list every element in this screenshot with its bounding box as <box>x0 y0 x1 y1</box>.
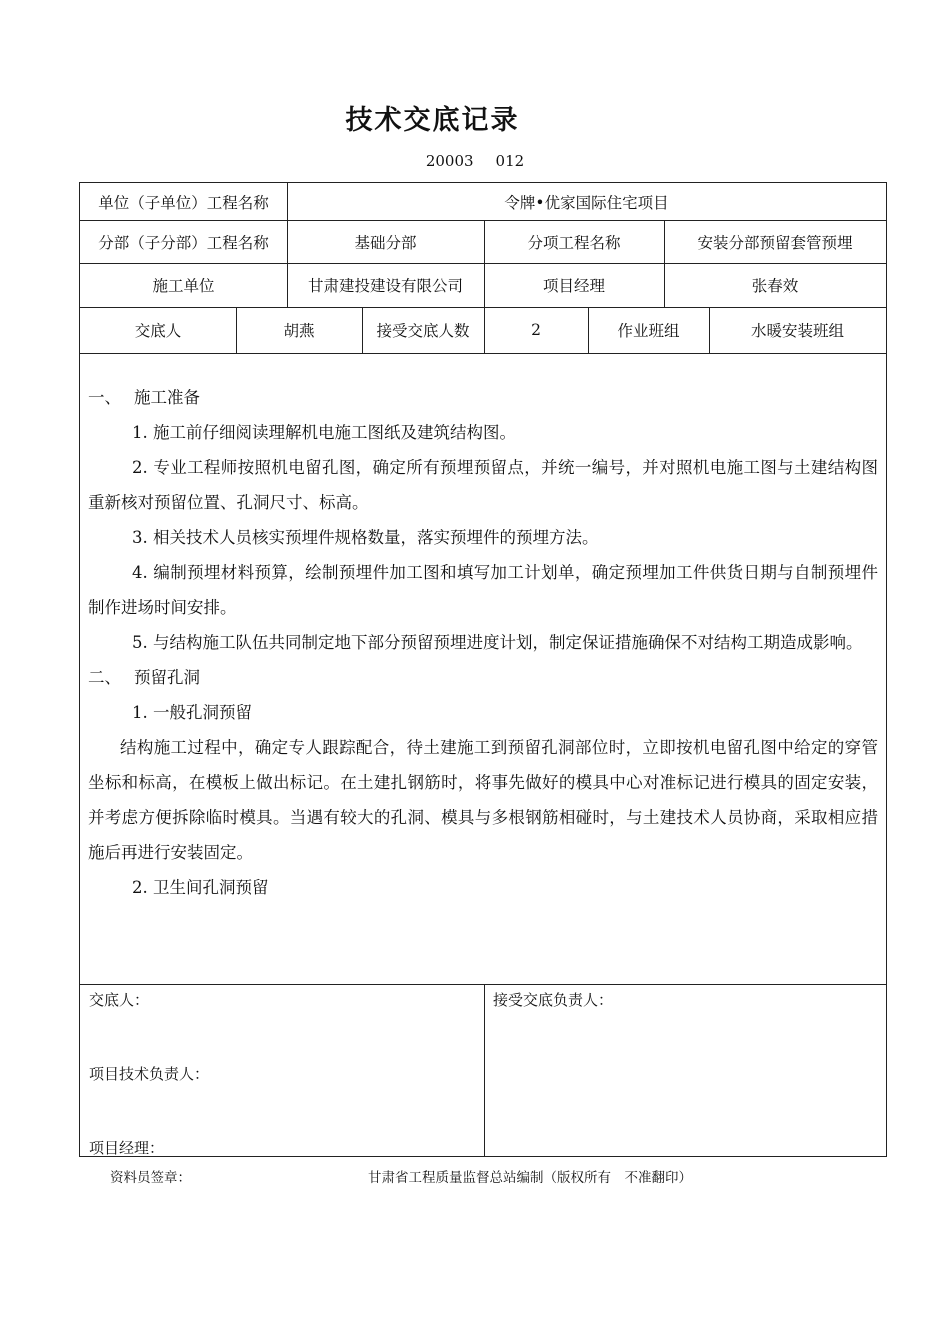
paragraph: 2. 专业工程师按照机电留孔图，确定所有预埋预留点，并统一编号，并对照机电施工图与土建结构图重新核对预留位置、孔洞尺寸、标高。 <box>88 458 878 512</box>
receiver-signature-label: 接受交底负责人： <box>493 991 614 1009</box>
project-manager-label: 项目经理 <box>542 277 605 295</box>
subitem-name-label: 分项工程名称 <box>527 233 621 252</box>
paragraph: 4. 编制预埋材料预算，绘制预埋件加工图和填写加工计划单，确定预埋加工件供货日期与自制预埋件制作进场时间安排。 <box>88 563 878 617</box>
disclosure-content <box>88 380 878 905</box>
project-manager-value: 张春效 <box>751 277 799 295</box>
work-team-label: 作业班组 <box>617 322 680 340</box>
discloser-label: 交底人 <box>134 322 182 340</box>
tech-lead-signature-label: 项目技术负责人： <box>89 1065 210 1083</box>
subheading: 2. 卫生间孔洞预留 <box>132 878 269 897</box>
receiver-count-value: 2 <box>531 321 541 339</box>
construction-unit-value: 甘肃建投建设有限公司 <box>307 277 463 295</box>
work-team-value: 水暖安装班组 <box>750 322 844 340</box>
section-number: 一、 <box>88 388 121 407</box>
subitem-name-value: 安装分部预留套管预埋 <box>697 233 853 252</box>
paragraph: 1. 施工前仔细阅读理解机电施工图纸及建筑结构图。 <box>132 423 516 442</box>
paragraph: 5. 与结构施工队伍共同制定地下部分预留预埋进度计划，制定保证措施确保不对结构工期造成影响。 <box>132 633 863 652</box>
clerk-seal-label: 资料员签章： <box>110 1170 191 1186</box>
division-project-name-label: 分部（子分部）工程名称 <box>98 233 269 252</box>
document-title: 技术交底记录 <box>345 105 520 136</box>
subheading: 1. 一般孔洞预留 <box>132 703 252 722</box>
paragraph: 3. 相关技术人员核实预埋件规格数量，落实预埋件的预埋方法。 <box>132 528 599 547</box>
publisher-note: 甘肃省工程质量监督总站编制（版权所有 不准翻印） <box>368 1170 692 1186</box>
receiver-count-label: 接受交底人数 <box>376 322 470 340</box>
row-divider <box>80 984 886 985</box>
section-number: 二、 <box>88 668 121 687</box>
discloser-value: 胡燕 <box>283 322 315 340</box>
section-heading <box>88 380 878 415</box>
pm-signature-label: 项目经理： <box>89 1139 165 1157</box>
division-project-name-value: 基础分部 <box>354 233 417 252</box>
unit-project-name-value: 令牌•优家国际住宅项目 <box>504 193 669 212</box>
section-title: 施工准备 <box>134 388 200 407</box>
col-divider <box>484 984 485 1156</box>
document-number <box>0 152 950 170</box>
construction-unit-label: 施工单位 <box>152 277 215 295</box>
doc-no-part-2: 012 <box>495 152 525 170</box>
unit-project-name-label: 单位（子单位）工程名称 <box>98 193 269 212</box>
section-title: 预留孔洞 <box>134 668 200 687</box>
section-heading <box>88 660 878 695</box>
discloser-signature-label: 交底人： <box>89 991 150 1009</box>
row-divider <box>80 353 886 354</box>
doc-no-part-1: 20003 <box>425 152 474 170</box>
paragraph: 结构施工过程中，确定专人跟踪配合，待土建施工到预留孔洞部位时，立即按机电留孔图中给定的穿管坐标和标高，在模板上做出标记。在土建扎钢筋时，将事先做好的模具中心对准标记进行模具的固定安装，并考虑方便拆除临时模具。当遇有较大的孔洞、模具与多根钢筋相碰时，与土建技术人员协商，采取相应措施后再进行安装固定。 <box>88 738 878 862</box>
